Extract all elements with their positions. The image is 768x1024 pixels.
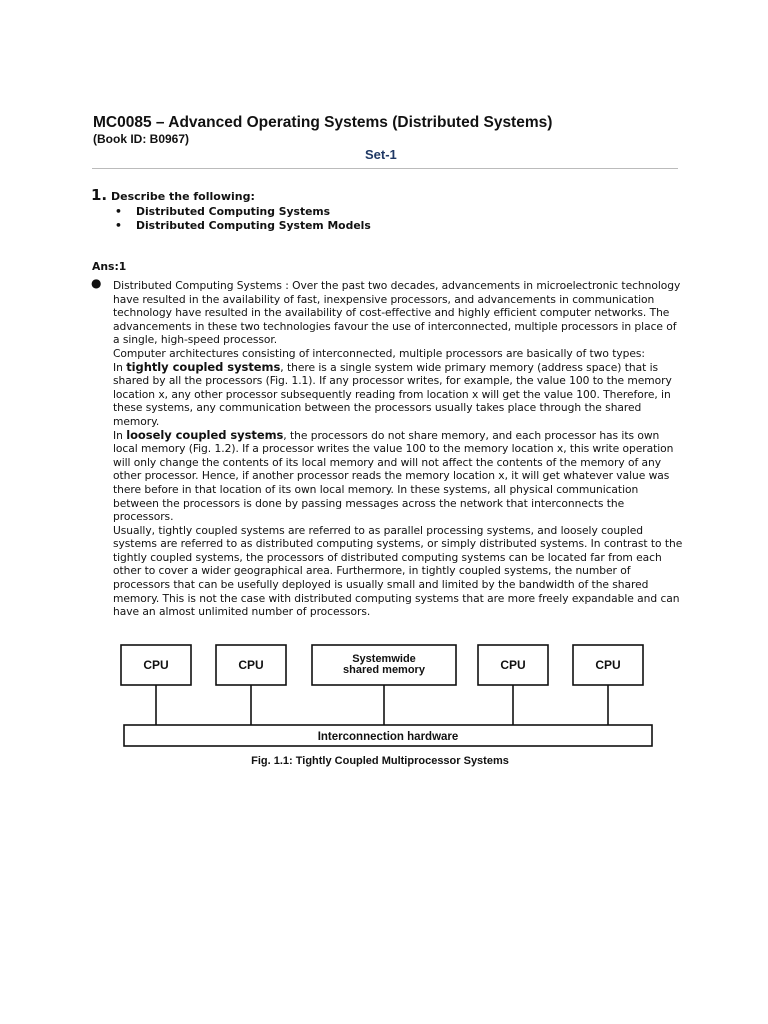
paragraph: Distributed Computing Systems : Over the past two decades, advancements in microelectronic technology have resulted in the availability of fast, inexpensive processors, and advancements in communication technology have resulted in the availability of cost-effective and highly efficient computer networks. The advancements in these two technologies favour the use of interconnected, multiple processors in place of a single, high-speed processor. [113, 279, 681, 347]
set-heading: Set-1 [365, 147, 397, 162]
answer-label: Ans:1 [92, 260, 127, 273]
bullet-icon: ● [91, 276, 102, 290]
cpu-label: CPU [238, 658, 264, 672]
bullet-icon: • [115, 219, 122, 232]
answer-body [113, 279, 685, 619]
term-loosely-coupled: loosely coupled systems [126, 427, 284, 442]
cpu-label: CPU [500, 658, 526, 672]
question-prompt: Describe the following: [110, 190, 255, 203]
paragraph: In loosely coupled systems, the processors do not share memory, and each processor has its own local memory (Fig. 1.2). If a processor writes the value 100 to the memory location x, this write operation will only change the contents of its local memory and will not affect the contents of the memory of any other processor. Hence, if another processor reads the memory location x, it will get whatever value was there before in that location of its own local memory. In these systems, all physical communication between the processors is done by passing messages across the network that interconnects the processors. [113, 427, 674, 524]
list-item: • Distributed Computing System Models [115, 219, 371, 232]
question-1 [91, 186, 255, 204]
list-item: • Distributed Computing Systems [115, 205, 331, 218]
book-id: (Book ID: B0967) [93, 132, 190, 146]
figure-caption: Fig. 1.1: Tightly Coupled Multiprocessor Systems [251, 755, 509, 767]
bullet-icon: • [115, 205, 122, 218]
bus-label: Interconnection hardware [317, 731, 459, 743]
figure-diagram [116, 642, 660, 772]
question-items [115, 205, 371, 233]
document-title: MC0085 – Advanced Operating Systems (Distributed Systems) [93, 114, 553, 131]
paragraph: Usually, tightly coupled systems are referred to as parallel processing systems, and loosely coupled systems are referred to as distributed computing systems, or simply distributed systems. In contrast to the tightly coupled systems, the processors of distributed computing systems can be located far from each other to cover a wider geographical area. Furthermore, in tightly coupled systems, the number of processors that can be usefully deployed is usually small and limited by the bandwidth of the shared memory. This is not the case with distributed computing systems that are more freely expandable and can have an almost unlimited number of processors. [113, 523, 683, 619]
term-tightly-coupled: tightly coupled systems [126, 359, 281, 374]
memory-label: Systemwide [352, 653, 416, 665]
header-divider [92, 168, 678, 169]
cpu-label: CPU [143, 658, 169, 672]
paragraph: In tightly coupled systems, there is a single system wide primary memory (address space) that is shared by all the processors (Fig. 1.1). If any processor writes, for example, the value 100 to the memory location x, any other processor subsequently reading from location x will get the value 100. Therefore, in these systems, any communication between the processors usually takes place through the shared memory. [113, 359, 672, 428]
figure-tightly-coupled [116, 642, 660, 772]
cpu-label: CPU [595, 658, 621, 672]
memory-label: shared memory [343, 664, 425, 676]
paragraph: Computer architectures consisting of interconnected, multiple processors are basically of two types: [113, 346, 645, 360]
question-number: 1. [91, 186, 108, 204]
